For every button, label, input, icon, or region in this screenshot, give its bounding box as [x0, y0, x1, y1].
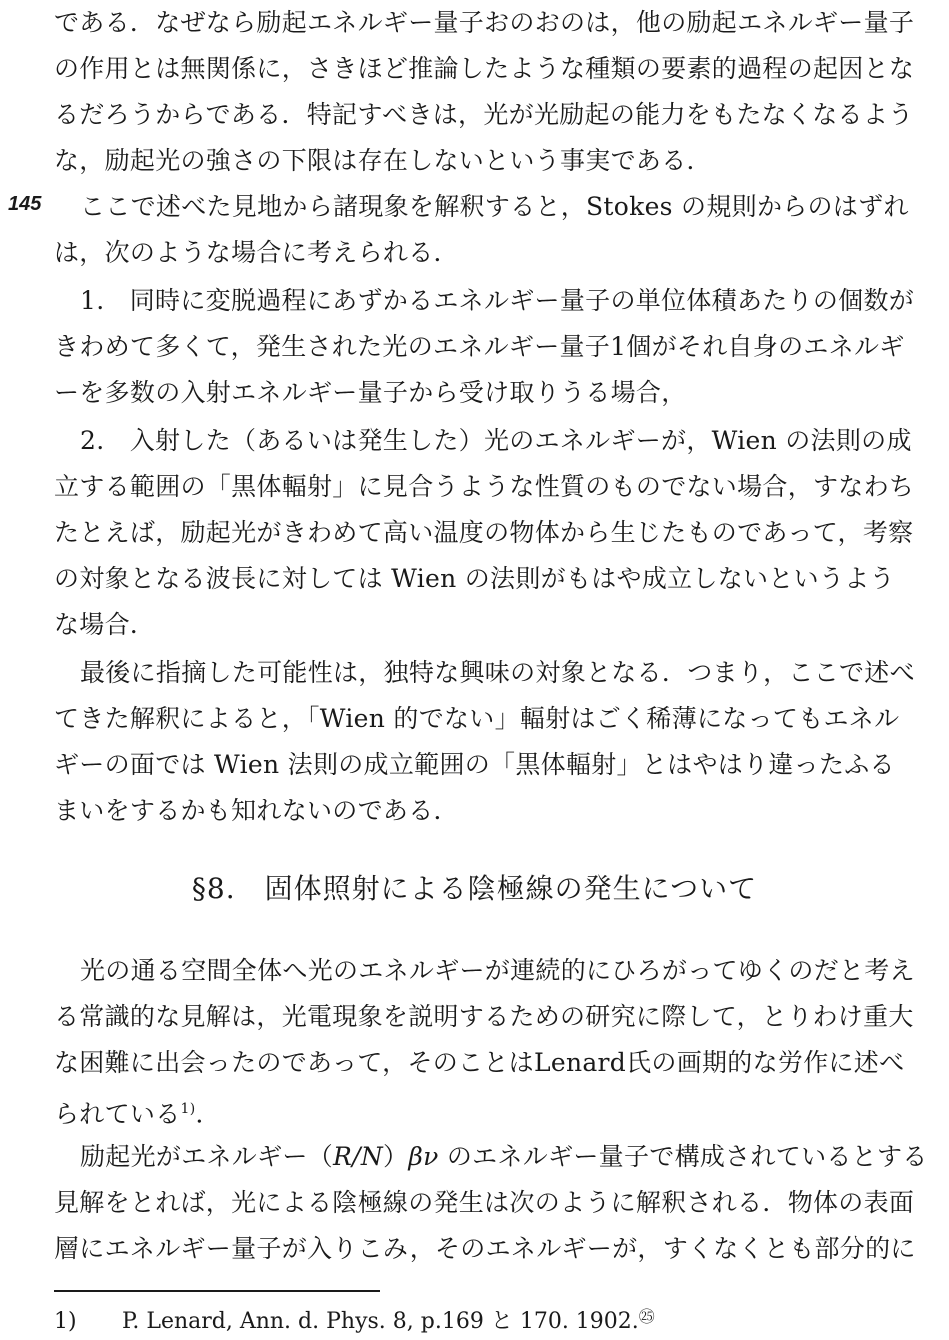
section-heading: §8. 固体照射による陰極線の発生について	[191, 872, 758, 905]
text-line: である．なぜなら励起エネルギー量子おのおのは，他の励起エネルギー量子	[54, 8, 915, 37]
text-span: のエネルギー量子で構成されているとする	[438, 1142, 928, 1171]
page-number: 145	[8, 193, 42, 215]
text-span: ）	[383, 1142, 409, 1171]
text-line: な，励起光の強さの下限は存在しないという事実である．	[54, 146, 712, 175]
text-line: てきた解釈によると，「Wien 的でない」輻射はごく稀薄になってもエネル	[54, 704, 900, 733]
text-line	[54, 1086, 890, 1132]
text-line: 見解をとれば，光による陰極線の発生は次のように解釈される．物体の表面	[54, 1188, 915, 1217]
list-item-line: 2. 入射した（あるいは発生した）光のエネルギーが，Wien の法則の成	[80, 426, 912, 455]
text-line: は，次のような場合に考えられる．	[54, 238, 459, 267]
text-line	[80, 1134, 928, 1180]
footnote	[54, 1300, 655, 1339]
text-line: 立する範囲の「黒体輻射」に見合うような性質のものでない場合，すなわち	[54, 472, 915, 501]
text-line: な困難に出会ったのであって，そのことはLenard氏の画期的な労作に述べ	[54, 1048, 905, 1077]
footnote-text: P. Lenard, Ann. d. Phys. 8, p.169 と 170. 1902.	[122, 1309, 639, 1334]
text-line: ーを多数の入射エネルギー量子から受け取りうる場合，	[54, 378, 687, 407]
text-line: の対象となる波長に対しては Wien の法則がもはや成立しないというよう	[54, 564, 895, 593]
text-line: 光の通る空間全体へ光のエネルギーが連続的にひろがってゆくのだと考え	[80, 956, 915, 985]
text-line: 層にエネルギー量子が入りこみ，そのエネルギーが，すくなくとも部分的に	[54, 1234, 916, 1263]
text-line: の作用とは無関係に，さきほど推論したような種類の要素的過程の起因とな	[54, 54, 915, 83]
footnote-ref: 1)	[180, 1101, 196, 1117]
circled-reference: ㉕	[638, 1307, 655, 1326]
text-line: きわめて多くて，発生された光のエネルギー量子1個がそれ自身のエネルギ	[54, 332, 905, 361]
text-line: な場合．	[54, 610, 156, 639]
text-line: まいをするかも知れないのである．	[54, 796, 459, 825]
text-line: たとえば，励起光がきわめて高い温度の物体から生じたものであって，考察	[54, 518, 914, 547]
math-expression: R/N	[333, 1142, 384, 1171]
footnote-number: 1)	[54, 1309, 77, 1334]
text-span: られている	[54, 1099, 181, 1129]
text-line: ここで述べた見地から諸現象を解釈すると，Stokes の規則からのはずれ	[80, 192, 909, 221]
footnote-divider	[54, 1290, 380, 1292]
text-line: 最後に指摘した可能性は，独特な興味の対象となる．つまり，ここで述べ	[80, 658, 915, 687]
text-line: る常識的な見解は，光電現象を説明するための研究に際して，とりわけ重大	[54, 1002, 914, 1031]
text-line: ギーの面では Wien 法則の成立範囲の「黒体輻射」とはやはり違ったふる	[54, 750, 895, 779]
text-span: ．	[195, 1099, 221, 1129]
text-span: 励起光がエネルギー（	[80, 1142, 334, 1171]
text-line: るだろうからである．特記すべきは，光が光励起の能力をもたなくなるよう	[54, 100, 914, 129]
math-symbol: βν	[408, 1142, 439, 1171]
list-item-line: 1. 同時に変脱過程にあずかるエネルギー量子の単位体積あたりの個数が	[80, 286, 915, 315]
